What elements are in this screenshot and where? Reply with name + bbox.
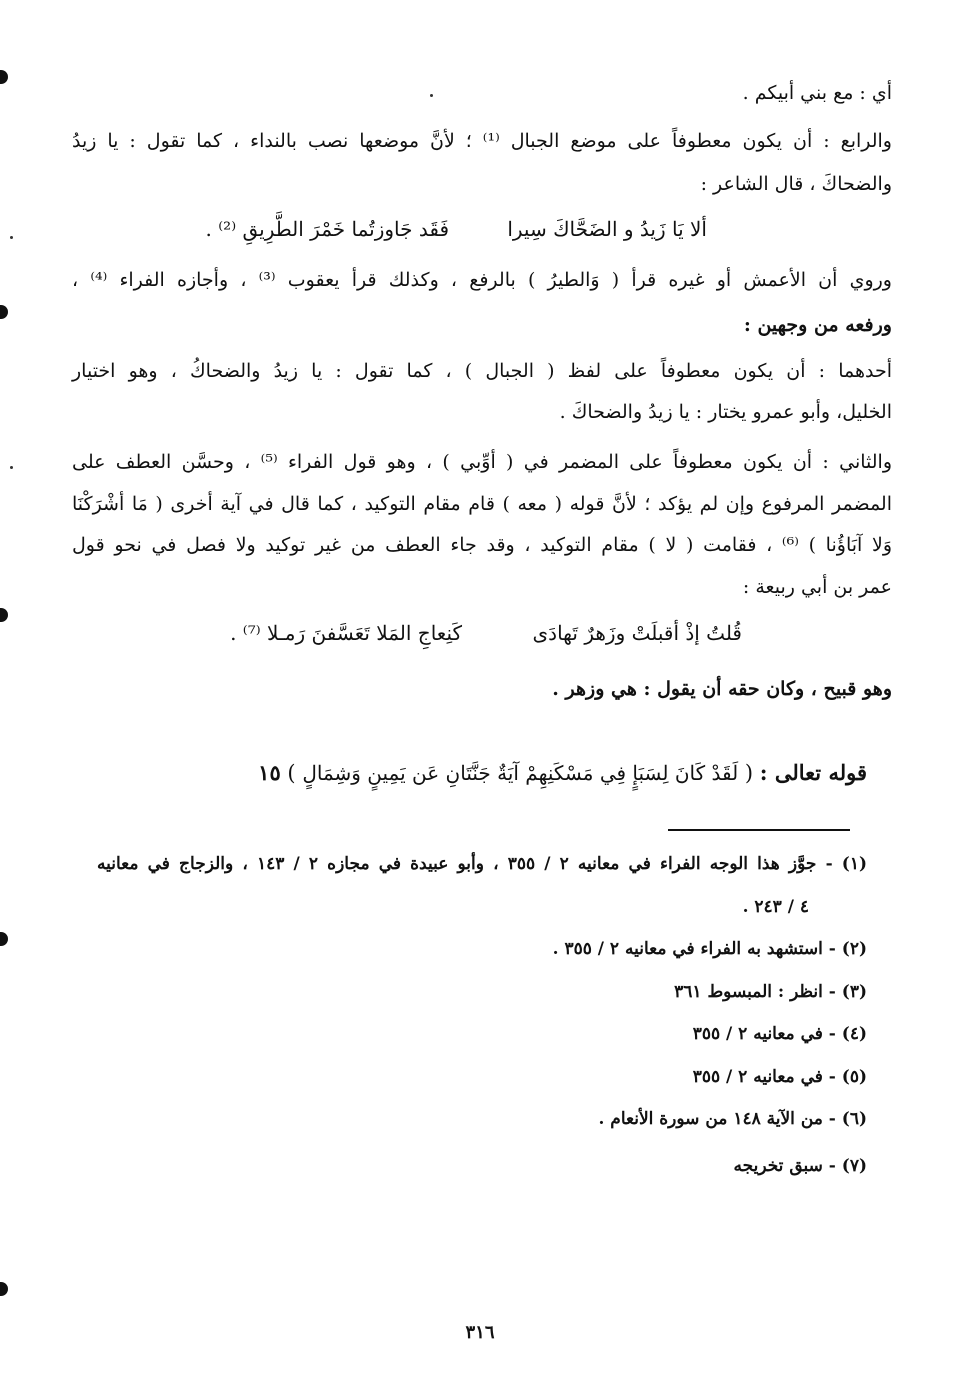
page-number: ٣١٦ xyxy=(465,1322,495,1343)
text-line-4: وروي أن الأعمش أو غيره قرأ ( وَالطيرُ ) بالرفع ، وكذلك قرأ يعقوب ⁽³⁾ ، وأجازه الفراء ⁽⁴⁾ ، xyxy=(72,269,892,291)
text-line-8: والثاني : أن يكون معطوفاً على المضمر في ( أوِّبي ) ، وهو قول الفراء ⁽⁵⁾ ، وحسَّن العطف على xyxy=(72,451,893,473)
quran-text: لَقَدْ كَانَ لِسَبَإٍ فِي مَسْكَنِهِمْ آيَةٌ جَنَّتَانِ عَن يَمِينٍ وَشِمَالٍ xyxy=(302,761,739,785)
text-line-12: وهو قبيح ، وكان حقه أن يقول : هي وزهر . xyxy=(552,678,892,700)
text-line-11: عمر بن أبي ربيعة : xyxy=(742,576,892,598)
text-line-1: أي : مع بني أبيكم . xyxy=(742,82,892,104)
footnote-7: (٧) - سبق تخريجه xyxy=(733,1156,867,1176)
text-line-2: والرابع : أن يكون معطوفاً على موضع الجبال ⁽¹⁾ ؛ لأنَّ موضعها نصب بالنداء ، كما تقول : يا زيدُ xyxy=(72,130,892,152)
binding-mark xyxy=(0,70,8,84)
footnote-1: (١) - جوَّز هذا الوجه الفراء في معانيه ٢ / ٣٥٥ ، وأبو عبيدة في مجازه ٢ / ١٤٣ ، والزجاج في معانيه xyxy=(97,854,867,874)
footnote-1-continued: ٤ / ٢٤٣ . xyxy=(742,897,809,917)
binding-mark xyxy=(0,608,8,622)
verse-1-first-hemistich: ألا يَا زَيدُ و الضَحَّاكَ سِيرا xyxy=(507,217,707,241)
footnote-5: (٥) - في معانيه ٢ / ٣٥٥ xyxy=(692,1067,867,1087)
footnote-separator xyxy=(668,829,850,831)
verse-1-second-hemistich: فَقَد جَاوزتُما خَمْرَ الطَّرِيقِ ⁽²⁾ . xyxy=(205,217,449,241)
quran-label: قوله تعالى : xyxy=(759,760,867,785)
text-line-9: المضمر المرفوع وإن لم يؤكد ؛ لأنَّ قوله ( معه ) قام مقام التوكيد ، كما قال في آية أخرى ( مَا أشْرَكْنَا xyxy=(72,493,892,515)
text-line-6: أحدهما : أن يكون معطوفاً على لفظ ( الجبال ) ، كما تقول : يا زيدُ والضحاكُ ، وهو اختيار xyxy=(72,360,892,382)
quran-close-paren: ) xyxy=(287,761,296,785)
quran-verse-number: ١٥ xyxy=(258,760,281,785)
scan-speck xyxy=(10,466,13,469)
binding-mark xyxy=(0,932,8,946)
scan-speck xyxy=(10,236,13,239)
text-line-7: الخليل، وأبو عمرو يختار : يا زيدُ والضحاكَ . xyxy=(559,401,892,423)
footnote-4: (٤) - في معانيه ٢ / ٣٥٥ xyxy=(692,1024,867,1044)
verse-2-first-hemistich: قُلتُ إذْ أقبلَتْ وزَهرٌ تَهادَى xyxy=(532,621,742,645)
text-line-3: والضحاكَ ، قال الشاعر : xyxy=(700,173,892,195)
text-line-10: وَلا آبَاؤُنا ) ⁽⁶⁾ ، فقامت ( لا ) مقام التوكيد ، وقد جاء العطف من غير توكيد ولا فصل في نحو قول xyxy=(72,534,892,556)
scan-speck xyxy=(430,94,433,97)
footnote-6: (٦) - من الآية ١٤٨ من سورة الأنعام . xyxy=(598,1109,867,1129)
footnote-2: (٢) - استشهد به الفراء في معانيه ٢ / ٣٥٥ . xyxy=(552,939,867,959)
binding-mark xyxy=(0,305,8,319)
text-line-5: ورفعه من وجهين : xyxy=(743,314,892,336)
quran-verse-line xyxy=(167,756,867,790)
quran-open-paren: ( xyxy=(744,761,754,785)
verse-2-second-hemistich: كَنِعاجِ المَلا تَعَسَّفنَ رَمـلا ⁽⁷⁾ . xyxy=(230,621,462,645)
footnote-3: (٣) - انظر : المبسوط ٣٦١ xyxy=(674,982,867,1002)
binding-mark xyxy=(0,1282,8,1296)
